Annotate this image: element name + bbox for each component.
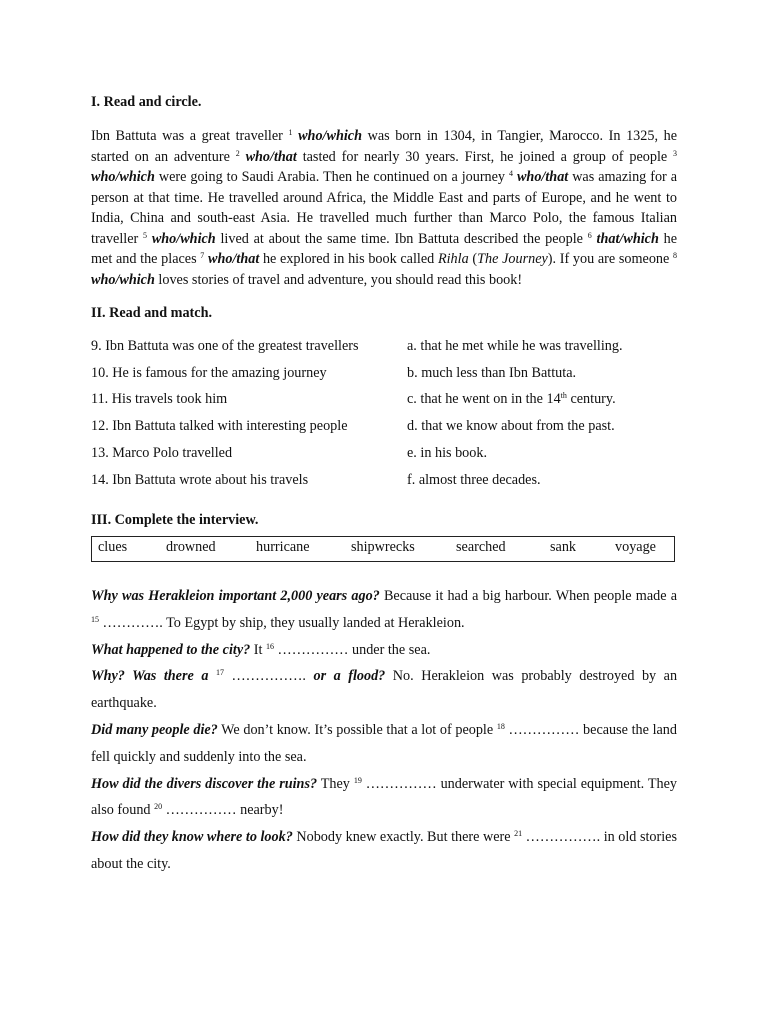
match-option-f[interactable]: f. almost three decades.	[407, 472, 541, 488]
match-item-13[interactable]: 13. Marco Polo travelled	[91, 445, 233, 461]
section-1-passage: Ibn Battuta was a great traveller $^1$ who/which was born in 1304, in Tangier, Marocco. In 1325, he started on an adventure $^2$ who/that tasted for nearly 30 years. First, he joined a group of people $^3$ who/which were going to Saudi Arabia. Then he continued on a journey $^4$ who/that was amazing for a person at that time. He travelled around Africa, the Middle East and parts of Europe, and he went to India, China and south-east Asia. He travelled much further than Marco Polo, the famous Italian traveller $^5$ who/which lived at about the same time. Ibn Battuta described the people $^6$ that/which he met and the places $^7$ who/that he explored in his book called Rihla (The Journey). If you are someone $^8$ who/which loves stories of travel and adventure, you should read this book!	[91, 128, 678, 288]
word-searched: searched	[456, 539, 506, 555]
word-sank: sank	[550, 539, 577, 555]
interview-q4: Did many people die? We don’t know. It’s possible that a lot of people $^{18}$ …………… because the land fell quickly and suddenly into the sea.	[91, 721, 677, 765]
match-option-d[interactable]: d. that we know about from the past.	[407, 418, 615, 434]
section-1-title: I. Read and circle.	[91, 94, 202, 110]
choice-6[interactable]: that/which	[596, 230, 659, 247]
word-hurricane: hurricane	[256, 539, 310, 555]
choice-4[interactable]: who/that	[516, 169, 569, 185]
word-voyage: voyage	[615, 539, 656, 555]
choice-3[interactable]: who/which	[91, 169, 155, 185]
match-option-a[interactable]: a. that he met while he was travelling.	[407, 338, 623, 354]
match-row	[91, 418, 691, 438]
word-drowned: drowned	[166, 539, 216, 555]
blank-17[interactable]: …………….	[223, 668, 314, 685]
match-row	[91, 338, 691, 358]
interview-q3: Why? Was there a $^{17}$ ……………. or a flood? No. Herakleion was probably destroyed by an earthquake.	[91, 668, 678, 712]
word-bank	[91, 536, 675, 562]
word-clues: clues	[98, 539, 128, 555]
section-3-title: III. Complete the interview.	[91, 512, 259, 528]
blank-21[interactable]: ……………. in old stories about the city.	[91, 829, 677, 872]
match-item-14[interactable]: 14. Ibn Battuta wrote about his travels	[91, 472, 309, 488]
match-item-11[interactable]: 11. His travels took him	[91, 391, 228, 407]
choice-7[interactable]: who/that	[208, 251, 260, 267]
match-item-12[interactable]: 12. Ibn Battuta talked with interesting people	[91, 418, 348, 434]
interview-q6: How did they know where to look? Nobody knew exactly. But there were $^{21}$ ……………. in old stories about the city.	[91, 829, 677, 872]
match-option-e[interactable]: e. in his book.	[407, 445, 487, 461]
choice-1[interactable]: who/which	[298, 128, 362, 144]
blank-16[interactable]: …………… under the sea.	[273, 641, 431, 658]
interview-q5: How did the divers discover the ruins? They $^{19}$ …………… underwater with special equipment. They also found $^{20}$ …………… nearby!	[91, 775, 677, 819]
word-shipwrecks: shipwrecks	[351, 539, 415, 555]
choice-5[interactable]: who/which	[151, 230, 216, 247]
match-row	[91, 472, 691, 492]
match-row	[91, 391, 691, 411]
interview-text	[91, 583, 677, 878]
interview-q1: Why was Herakleion important 2,000 years ago? Because it had a big harbour. When people made a $^{15}$ …………. To Egypt by ship, they usually landed at Herakleion.	[91, 588, 677, 631]
book-title-english: The Journey	[477, 251, 548, 267]
match-item-10[interactable]: 10. He is famous for the amazing journey	[91, 365, 327, 381]
match-option-c[interactable]: c. that he went on in the 14th century.	[407, 391, 616, 407]
blank-19[interactable]: …………… underwater with special equipment. They also found	[91, 775, 677, 819]
book-title: Rihla	[437, 251, 469, 267]
section-2-title: II. Read and match.	[91, 305, 213, 321]
choice-2[interactable]: who/that	[245, 148, 297, 165]
blank-18[interactable]: …………… because the land fell quickly and suddenly into the sea.	[91, 721, 677, 765]
blank-15[interactable]: …………. To Egypt by ship, they usually landed at Herakleion.	[99, 614, 465, 631]
match-row	[91, 445, 691, 465]
match-item-9[interactable]: 9. Ibn Battuta was one of the greatest travellers	[91, 338, 359, 354]
match-row	[91, 365, 691, 385]
interview-q2: What happened to the city? It $^{16}$ …………… under the sea.	[91, 641, 431, 658]
match-option-b[interactable]: b. much less than Ibn Battuta.	[407, 365, 577, 381]
blank-20[interactable]: …………… nearby!	[162, 802, 284, 819]
choice-8[interactable]: who/which	[91, 271, 155, 288]
